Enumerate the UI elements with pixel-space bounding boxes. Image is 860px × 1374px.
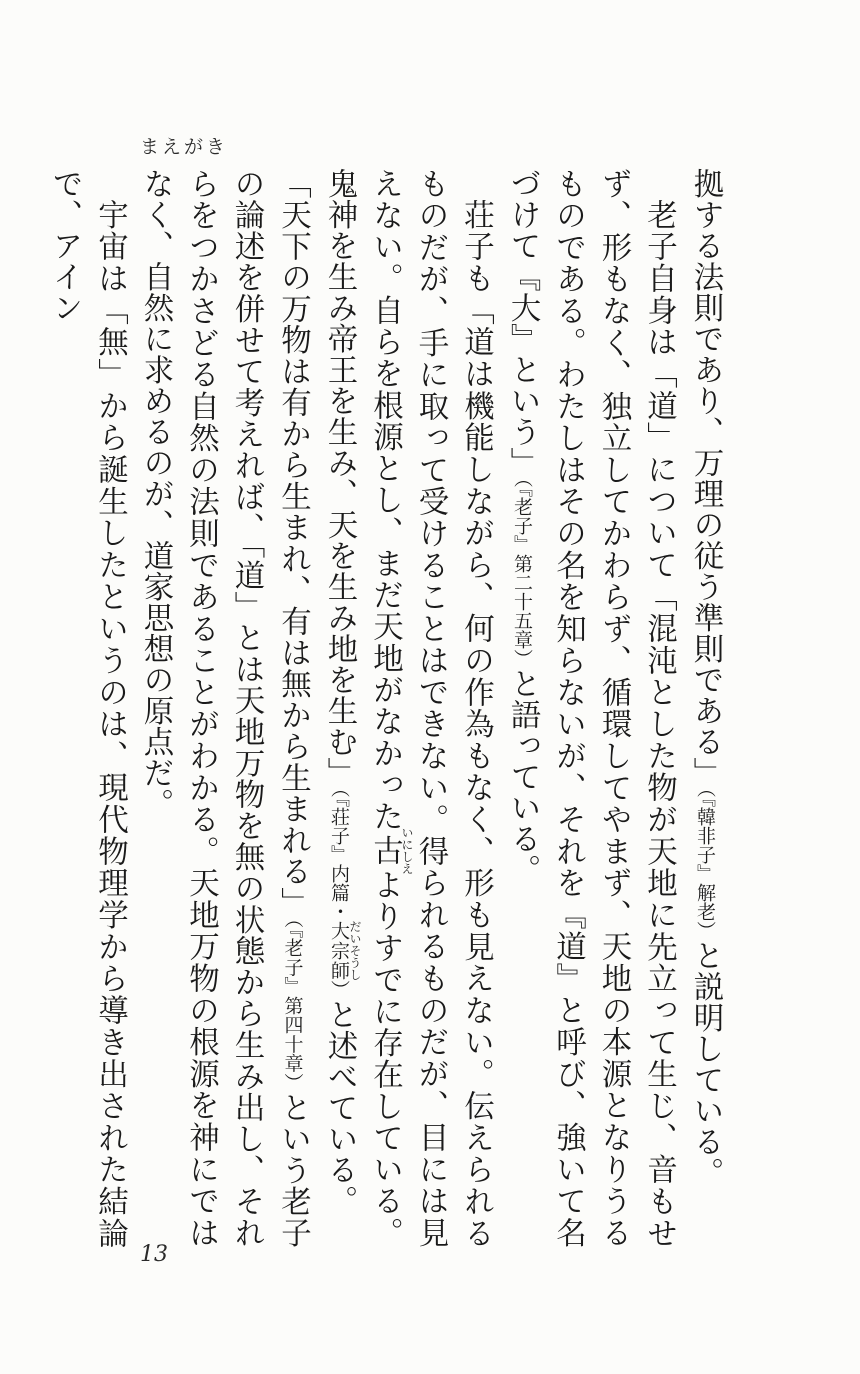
ruby-reading: だいそうし: [348, 920, 362, 981]
paragraph-5: [42, 168, 133, 1248]
citation-note: （『老子』第四十章）: [281, 918, 304, 1092]
note-text: （『荘子』内篇・: [328, 788, 350, 921]
text: と説明している。: [688, 940, 723, 1188]
page-number: 13: [140, 1242, 168, 1267]
text: 老子自身は「道」について「混沌とした物が天地に先立って生じ、音もせず、形もなく、独立してかわらず、循環してやまず、天地の本源となりうるものである。わたしはその名を知らないが、それを『道』と呼び、強いて名づけて『大』という」: [505, 168, 677, 1248]
citation-note: [328, 788, 362, 999]
text: 荘子も「道は機能しながら、何の作為もなく、形も見えない。伝えられるものだが、手に取って受けることはできない。得られるものだが、目には見えない。自らを根源とし、まだ天地がなかった: [367, 168, 494, 1248]
text: と述べている。: [322, 999, 357, 1216]
body-text: [47, 168, 728, 1249]
ruby-base: 大宗師: [328, 920, 350, 981]
note-text: ）: [328, 980, 350, 999]
text: 宇宙は「無」から誕生したというのは、現代物理学から導き出された結論で、アイン: [47, 168, 128, 1248]
text: 拠する法則であり、万理の従う準則である」: [688, 168, 723, 788]
paragraph-3: [316, 168, 499, 1248]
running-head: まえがき: [140, 136, 229, 158]
citation-note: （『韓非子』解老）: [694, 788, 716, 940]
ruby-reading: いにしえ: [400, 826, 414, 875]
paragraph-4: [133, 168, 316, 1248]
ruby-base: 古: [367, 826, 403, 875]
ruby-annotation: [367, 826, 414, 875]
paragraph-1: [682, 168, 729, 1248]
text: よりすでに存在している。鬼神を生み帝王を生み、天を生み地を生む」: [322, 168, 403, 1249]
paragraph-2: [499, 168, 682, 1248]
text: と語っている。: [505, 668, 540, 885]
text: という老子の論述を併せて考えれば、「道」とは天地万物を無の状態から生み出し、それらをつかさどる自然の法則であることがわかる。天地万物の根源を神にではなく、自然に求めるのが、道家思想の原点だ。: [138, 168, 311, 1249]
ruby-annotation: [328, 920, 362, 981]
citation-note: （『老子』第二十五章）: [511, 478, 533, 668]
text: 「天下の万物は有から生まれ、有は無から生まれる」: [275, 168, 311, 919]
